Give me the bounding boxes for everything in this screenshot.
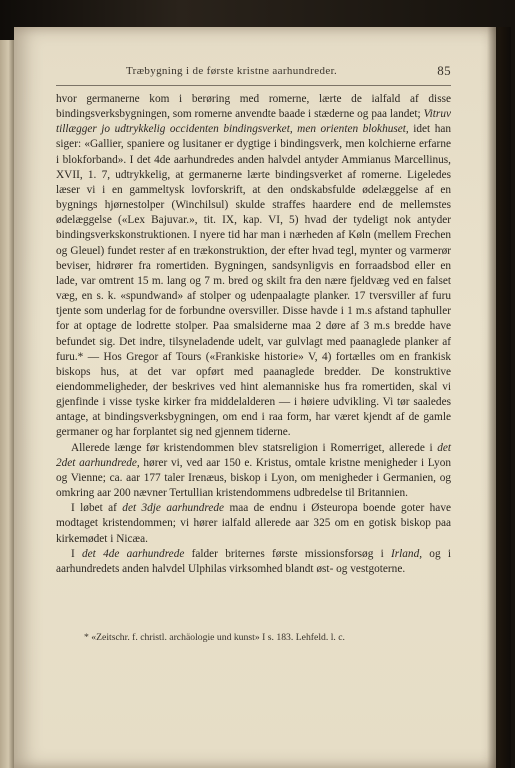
paragraph: [56, 441, 451, 502]
paragraph: [56, 501, 451, 546]
body-text: [56, 92, 451, 577]
italic-text-run: det 2det aarhundrede,: [56, 441, 451, 469]
previous-page-edge: [0, 40, 14, 768]
italic-text-run: Irland,: [390, 547, 423, 560]
text-run: falder briternes første missionsforsøg i: [184, 547, 391, 560]
paragraph: [56, 547, 451, 577]
text-run: og i aarhundredets anden halvdel Ulphilas virksomhed blandt øst- og vestgoterne.: [56, 547, 451, 575]
text-run: idet han siger: «Gallier, spaniere og lusitaner er dygtige i bindingsverk, men kolchierne erfarne i blokforband». I det 4de aarhundredes anden halvdel antyder Ammianus Marcellinus, XVII, 1. 7, udtrykkelig, at germanerne lærte bindingsverket af romerne. Ligeledes læser vi i en gammeltysk lovforskrift, at den ondskabsfulde ødelæggelse af en bygnings hjørnestolper (Winchilsul) skulde straffes haardere end de mellemstes ødelæggelse («Lex Bajuvar.», tit. IX, kap. VI, 5) hvad der tydeligt nok antyder bindingsverkskonstruktionen. I nyere tid har man i nærheden af Køln (mellem Frechen og Gleuel) fundet rester af en trækonstruktion, der efter hvad tegl, mynter og varmerør beviser, hidrører fra romertiden. Bygningen, sandsynligvis en forraadsbod eller en lade, var omtrent 15 m. lang og 7 m. bred og skilt fra den nære fjeldvæg ved en falset væg, en s. k. «spundwand» af stolper og udenpaalagte planker. 17 tversviller af furu tjente som underlag for de forbundne oversviller. Disse havde i 1 m.s afstand taphuller for at optage de lodrette stolper. Paa smalsiderne maa 2 døre af 3 m.s bredde have befundet sig. Det indre, tilsyneladende udelt, var gulvlagt med paanaglede planker af furu.* — Hos Gregor af Tours («Frankiske historie» V, 4) fortælles om en frankisk biskops hus, at det var opført med paanaglede bredder. De konstruktive eiendommeligheder, der beskrives ved hint alemanniske hus fra romertiden, skal vi gjenfinde i visse tyske kirker fra middelalderen — i høiere udvikling. Vi tør saaledes antage, at bindingsverksbygningen, om end i raa form, har været kjendt af de gamle germaner og har forplantet sig ned gjennem tiderne.: [56, 123, 451, 439]
running-title: Træbygning i de første kristne aarhundreder.: [126, 65, 338, 77]
page-gutter-shadow: [487, 27, 511, 768]
text-run: hvor germanerne kom i berøring med romerne, lærte de ialfald af disse bindingsverksbygningen, som romerne anvendte baade i stæderne og paa landet;: [56, 93, 451, 121]
footnote: * «Zeitschr. f. christl. archäologie und kunst» I s. 183. Lehfeld. l. c.: [84, 632, 345, 643]
header-rule: [56, 85, 451, 86]
paragraph: [56, 92, 451, 441]
page-number: 85: [437, 63, 451, 78]
text-run: hører vi, ved aar 150 e. Kristus, omtale kristne menigheder i Lyon og Vienne; ca. aar 177 taler Irenæus, biskop i Lyon, om menigheder i Germanien, og omkring aar 200 nævner Tertullian kristendommens udbredelse til Britannien.: [56, 456, 452, 500]
page-header: [56, 63, 451, 81]
italic-text-run: Vitruv tillægger jo udtrykkelig occidenten bindingsverket, men orienten blokhuset,: [56, 108, 451, 136]
italic-text-run: det 3dje aarhundrede: [122, 502, 225, 515]
text-run: Allerede længe før kristendommen blev statsreligion i Romerriget, allerede i: [71, 441, 438, 454]
italic-text-run: det 4de aarhundrede: [82, 547, 185, 560]
text-run: I løbet af: [71, 502, 123, 515]
text-run: I: [71, 547, 83, 560]
text-run: maa de endnu i Østeuropa boende goter have modtaget kristendommen; vi hører ialfald allerede aar 325 om en gotisk biskop paa kirkemødet i Nicæa.: [56, 502, 451, 545]
